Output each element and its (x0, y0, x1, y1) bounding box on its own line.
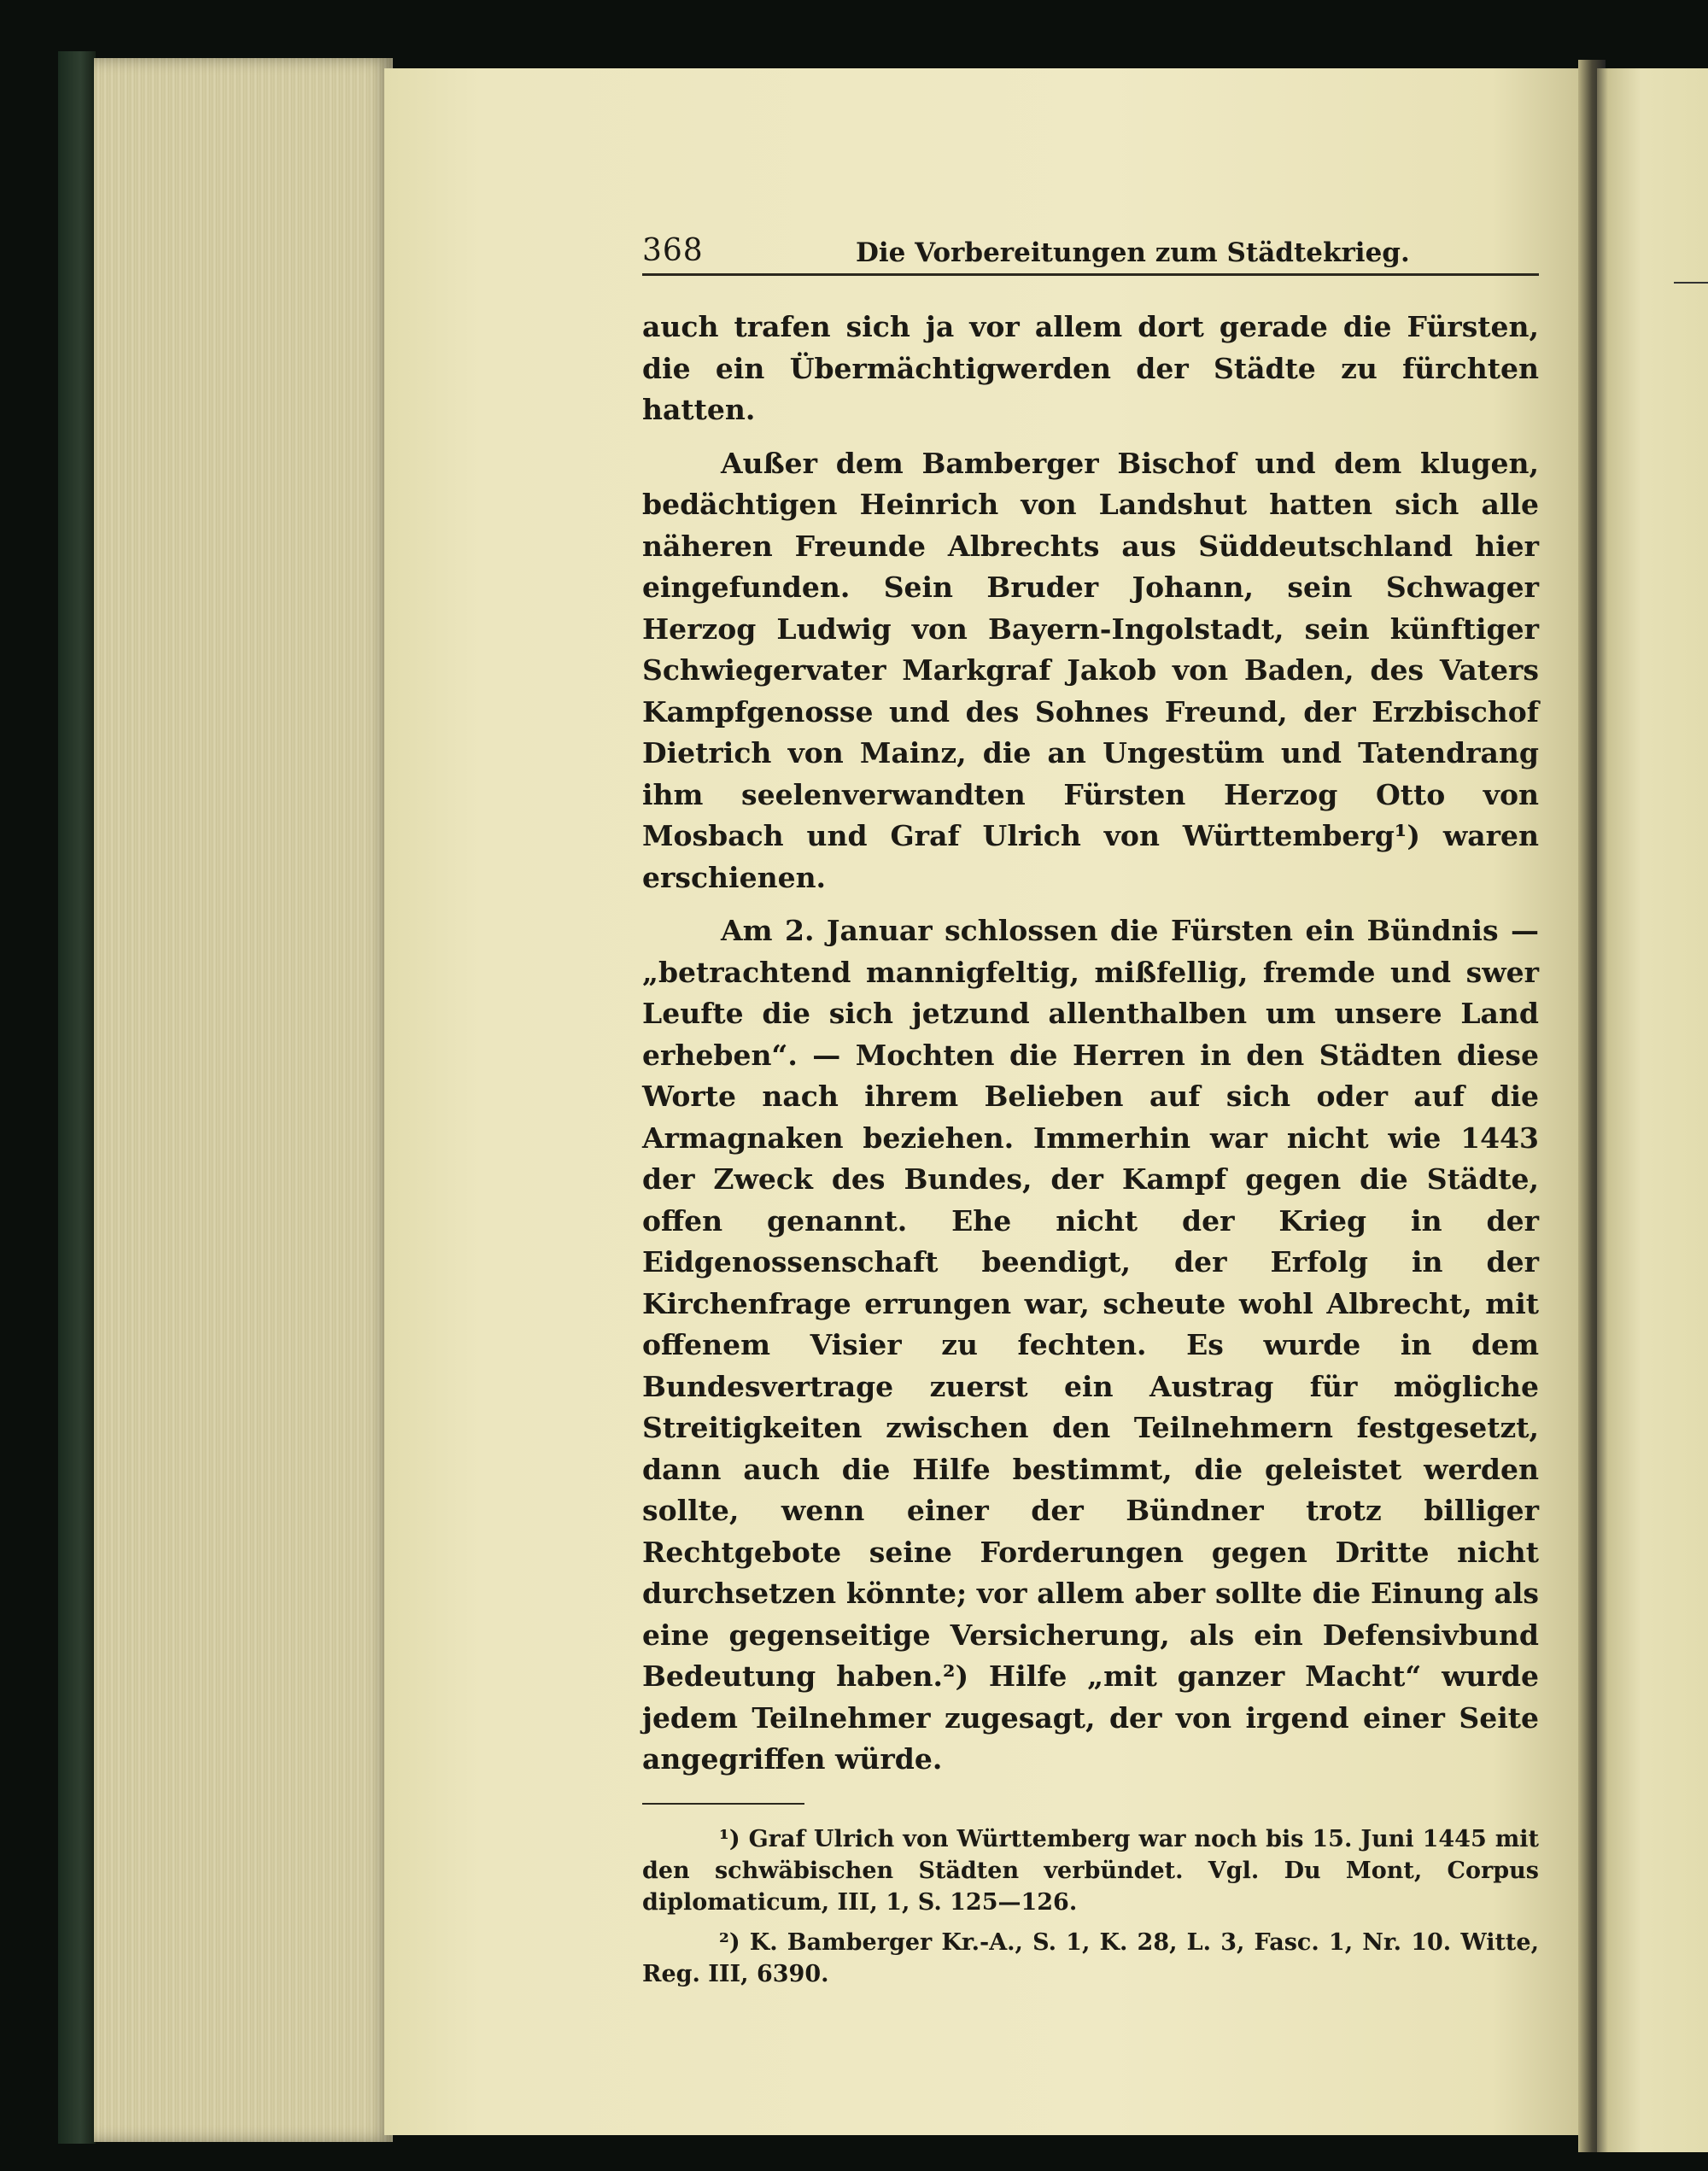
paragraph-1: auch trafen sich ja vor allem dort gerade die Fürsten, die ein Übermächtigwerden der Städte zu fürchten hatten. (642, 310, 1539, 426)
paragraph-2: Außer dem Bamberger Bischof und dem klugen, bedächtigen Heinrich von Landshut hatten sich alle näheren Freunde Albrechts aus Süddeutschland hier eingefunden. Sein Bruder Johann, sein Schwager Herzog Ludwig von Bayern-Ingolstadt, sein künftiger Schwiegervater Markgraf Jakob von Baden, des Vaters Kampfgenosse und des Sohnes Freund, der Erzbischof Dietrich von Mainz, die an Ungestüm und Tatendrang ihm seelenverwandten Fürsten Herzog Otto von Mosbach und Graf Ulrich von Württemberg¹) waren erschienen. (642, 446, 1539, 894)
page-block-edge (94, 58, 393, 2142)
book-binding (58, 51, 96, 2144)
footnote-rule (642, 1803, 804, 1805)
footnote-2: ²) K. Bamberger Kr.-A., S. 1, K. 28, L. 3, Fasc. 1, Nr. 10. Witte, Reg. III, 6390. (642, 1928, 1539, 1987)
page-number: 368 (642, 233, 704, 268)
page-content (642, 231, 1539, 1998)
facing-page-rule (1674, 282, 1708, 284)
paragraph-3: Am 2. Januar schlossen die Fürsten ein Bündnis — „betrachtend mannigfeltig, mißfellig, fremde und swer Leufte die sich jetzund allenthalben um unsere Land erheben“. — Mochten die Herren in den Städten diese Worte nach ihrem Belieben auf sich oder auf die Armagnaken beziehen. Immerhin war nicht wie 1443 der Zweck des Bundes, der Kampf gegen die Städte, offen genannt. Ehe nicht der Krieg in der Eidgenossenschaft beendigt, der Erfolg in der Kirchenfrage errungen war, scheute wohl Albrecht, mit offenem Visier zu fechten. Es wurde in dem Bundesvertrage zuerst ein Austrag für mögliche Streitigkeiten zwischen den Teilnehmern festgesetzt, dann auch die Hilfe bestimmt, die geleistet werden sollte, wenn einer der Bündner trotz billiger Rechtgebote seine Forderungen gegen Dritte nicht durchsetzen könnte; vor allem aber sollte die Einung als eine gegenseitige Versicherung, als ein Defensivbund Bedeutung haben.²) Hilfe „mit ganzer Macht“ wurde jedem Teilnehmer zugesagt, der von irgend einer Seite angegriffen würde. (642, 914, 1539, 1776)
footnote-1: ¹) Graf Ulrich von Württemberg war noch bis 15. Juni 1445 mit den schwäbischen Städten verbündet. Vgl. Du Mont, Corpus diplomaticum, III, 1, S. 125—126. (642, 1825, 1539, 1916)
body-text (642, 307, 1539, 1781)
footnotes (642, 1823, 1539, 1990)
facing-page (1597, 68, 1708, 2152)
running-head (642, 231, 1539, 276)
running-title: Die Vorbereitungen zum Städtekrieg. (856, 237, 1410, 268)
